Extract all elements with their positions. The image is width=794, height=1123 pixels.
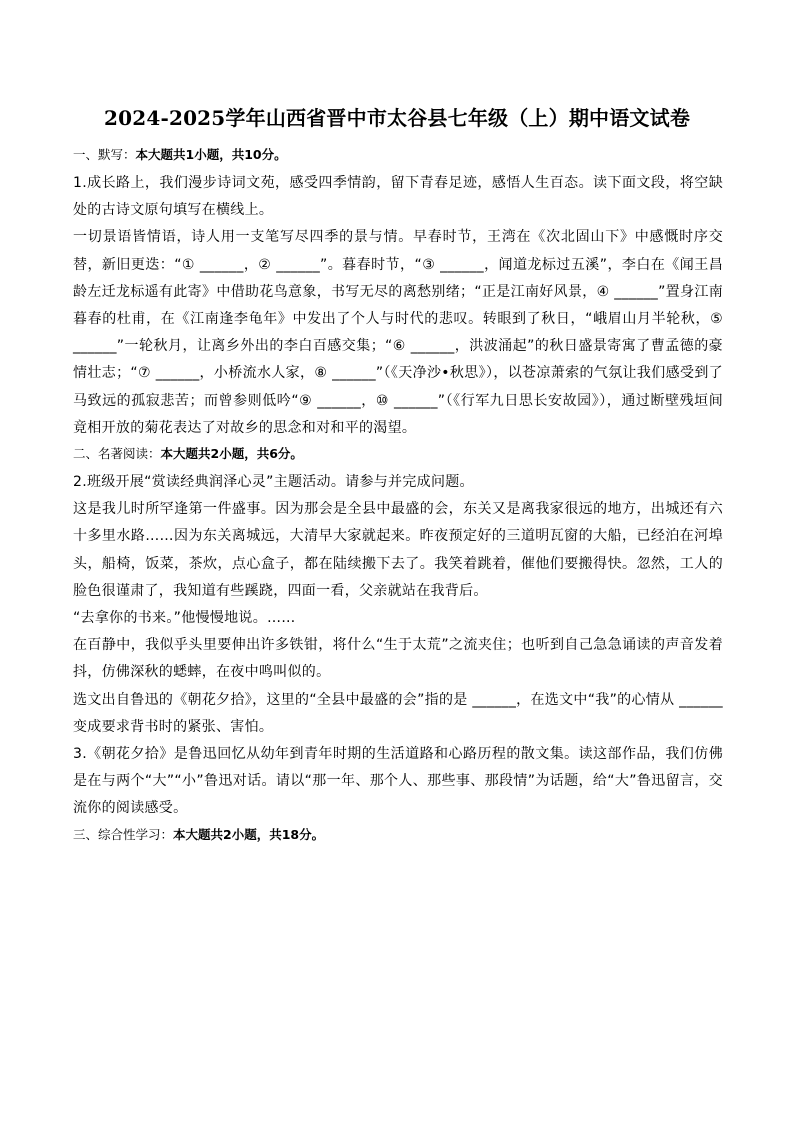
question-1-passage: 一切景语皆情语，诗人用一支笔写尽四季的景与情。早春时节，王湾在《次北固山下》中感慨时序交替，新旧更迭：“① ______，② ______”。暮春时节，“③ ______，闻道龙标过五溪”，李白在《闻王昌龄左迁龙标遥有此寄》中借助花鸟意象，书写无尽的离愁别绪；“正是江南好风景，④ ______”置身江南暮春的杜甫，在《江南逢李龟年》中发出了个人与时代的悲叹。转眼到了秋日，“峨眉山月半轮秋，⑤ ______”一轮秋月，让离乡外出的李白百感交集；“⑥ ______，洪波涌起”的秋日盛景寄寓了曹孟德的豪情壮志；“⑦ ______，小桥流水人家，⑧ ______”（《天净沙•秋思》），以苍凉萧索的气氛让我们感受到了马致远的孤寂悲苦；而曾参则低吟“⑨ ______，⑩ ______”（《行军九日思长安故园》），通过断壁残垣间竟相开放的菊花表达了对故乡的思念和对和平的渴望。: [73, 229, 723, 436]
question-1: 1.成长路上，我们漫步诗词文苑，感受四季情韵，留下青春足迹，感悟人生百态。读下面文段，将空缺处的古诗文原句填写在横线上。: [73, 175, 723, 219]
question-3: 3.《朝花夕拾》是鲁迅回忆从幼年到青年时期的生活道路和心路历程的散文集。读这部作品，我们仿佛是在与两个“大”“小”鲁迅对话。请以“那一年、那个人、那些事、那段情”为话题，给“大”鲁迅留言，交流你的阅读感受。: [73, 746, 723, 817]
reading-passage-3: 在百静中，我似乎头里要伸出许多铁钳，将什么“生于太荒”之流夹住；也听到自己急急诵读的声音发着抖，仿佛深秋的蟋蟀，在夜中鸣叫似的。: [73, 637, 723, 681]
section-score: 本大题共2小题，共18分。: [173, 826, 325, 842]
section-prefix: 一、默写：: [73, 147, 136, 162]
section-score: 本大题共1小题，共10分。: [135, 147, 287, 162]
section-heading-2: [73, 442, 723, 466]
section-prefix: 三、综合性学习：: [73, 826, 174, 842]
page-title: 2024-2025学年山西省晋中市太谷县七年级（上）期中语文试卷: [103, 106, 691, 130]
reading-passage-1: 这是我儿时所罕逢第一件盛事。因为那会是全县中最盛的会，东关又是离我家很远的地方，出城还有六十多里水路……因为东关离城远，大清早大家就起来。昨夜预定好的三道明瓦窗的大船，已经泊在河埠头，船椅，饭菜，茶炊，点心盒子，都在陆续搬下去了。我笑着跳着，催他们要搬得快。忽然，工人的脸色很谨肃了，我知道有些蹊跷，四面一看，父亲就站在我背后。: [73, 501, 723, 599]
section-heading-1: [73, 143, 723, 167]
section-heading-3: [73, 823, 723, 847]
section-score: 本大题共2小题，共6分。: [160, 446, 303, 462]
question-2-prompt: 选文出自鲁迅的《朝花夕拾》，这里的“全县中最盛的会”指的是 ______，在选文中“我”的心情从 ______变成要求背书时的紧张、害怕。: [73, 691, 723, 735]
reading-passage-2: “去拿你的书来。”他慢慢地说。……: [73, 610, 296, 627]
question-2: 2.班级开展“赏读经典润泽心灵”主题活动。请参与并完成问题。: [73, 474, 474, 491]
page-content: [73, 143, 723, 847]
section-prefix: 二、名著阅读：: [73, 446, 161, 462]
